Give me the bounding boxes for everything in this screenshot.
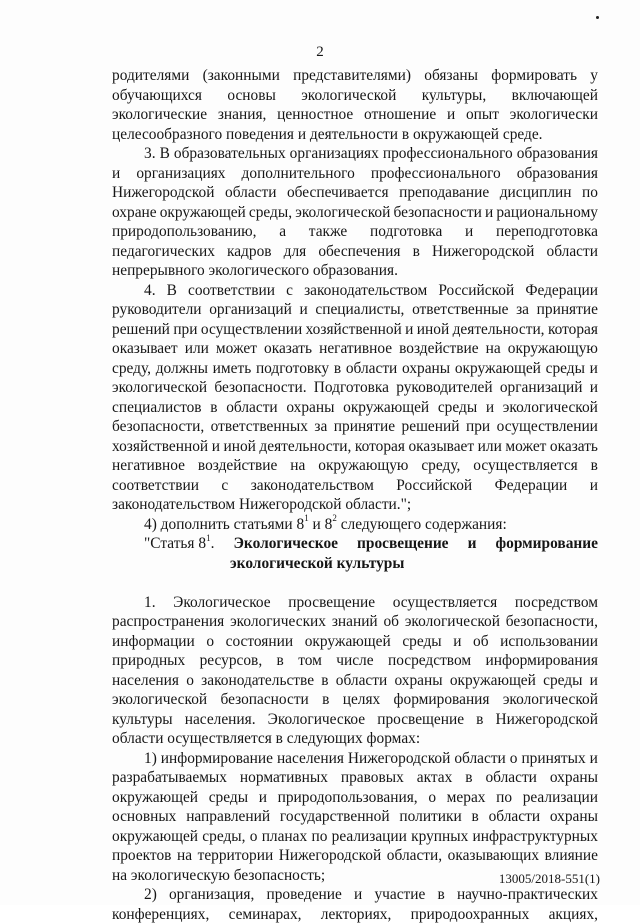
- word: обеспечивается: [287, 183, 389, 203]
- text-line: [112, 242, 598, 262]
- word: обеспечения: [318, 242, 400, 262]
- word: в: [591, 456, 598, 476]
- word: разрабатываемых: [112, 768, 227, 788]
- text-line: [112, 222, 598, 242]
- word: крупных: [411, 827, 468, 847]
- word: планах: [262, 827, 308, 847]
- word: 1.: [144, 593, 156, 613]
- text-line: [112, 612, 598, 632]
- word: среды: [543, 671, 582, 691]
- word: в: [438, 885, 445, 905]
- word: которая: [355, 437, 405, 457]
- word: в: [334, 359, 341, 379]
- word: специалисты,: [315, 300, 404, 320]
- text-line: [112, 768, 598, 788]
- word: образования: [517, 144, 598, 164]
- word: экологической: [112, 378, 207, 398]
- text-line: [112, 807, 598, 827]
- word: экологической: [405, 612, 500, 632]
- word: основных: [112, 807, 176, 827]
- word: Нижегородской: [348, 749, 450, 769]
- word: педагогических: [112, 242, 215, 262]
- word: проектов: [112, 846, 171, 866]
- word: охраны: [286, 398, 334, 418]
- word: экологической: [301, 86, 396, 106]
- word: соответствии: [188, 281, 275, 301]
- word: осуществлении: [201, 320, 302, 340]
- word: целях: [343, 690, 381, 710]
- word: решений: [112, 320, 170, 340]
- word: и: [212, 437, 220, 457]
- word: экологической: [503, 398, 598, 418]
- word: проведение: [266, 885, 341, 905]
- text-line: непрерывного экологического образования.: [112, 261, 598, 281]
- text-line: [112, 359, 598, 379]
- word: у: [590, 66, 598, 86]
- word: окружающей: [112, 827, 198, 847]
- text-line: [112, 905, 598, 924]
- word: Нижегородской: [432, 242, 534, 262]
- word: иной: [417, 320, 449, 340]
- text-line: [112, 671, 598, 691]
- text-line: целесообразного поведения и деятельности в окружающей среде.: [112, 125, 598, 145]
- page-number: 2: [0, 44, 640, 61]
- word: профессионального: [371, 164, 501, 184]
- word: природных: [112, 651, 185, 671]
- word: деятельности,: [453, 320, 545, 340]
- text-line: [112, 788, 598, 808]
- word: лекториях,: [321, 905, 392, 924]
- word: том: [298, 651, 322, 671]
- word: основы: [227, 86, 275, 106]
- word: информации: [112, 632, 195, 652]
- word: принятие: [334, 417, 395, 437]
- word: а: [279, 222, 286, 242]
- word: инфраструктурных: [473, 827, 598, 847]
- word: дополнительного: [242, 164, 355, 184]
- word: экологической: [295, 203, 390, 223]
- word: принятие: [537, 300, 598, 320]
- word: законодательстве: [201, 671, 314, 691]
- text-line: [112, 437, 598, 457]
- text-line: [112, 651, 598, 671]
- text-line: [112, 281, 598, 301]
- word: и: [354, 885, 362, 905]
- word: и: [590, 378, 598, 398]
- word: переподготовка: [496, 222, 598, 242]
- word: о: [206, 632, 214, 652]
- word: Экологическое: [173, 593, 270, 613]
- word: Федерации: [525, 281, 598, 301]
- word: окружающей: [305, 632, 391, 652]
- text-line: [112, 749, 598, 769]
- text-line: [112, 417, 598, 437]
- word: и: [590, 359, 598, 379]
- word: экологически: [510, 105, 598, 125]
- word: отношение: [364, 105, 436, 125]
- word: организациях: [290, 144, 379, 164]
- word: и: [112, 164, 120, 184]
- word: области: [485, 768, 536, 788]
- word: обучающихся: [112, 86, 202, 106]
- text-line: на экологическую безопасность;: [112, 866, 598, 886]
- article-heading: [112, 534, 598, 554]
- word: хозяйственной: [306, 320, 402, 340]
- word: ресурсов,: [200, 651, 263, 671]
- word: оказывающих: [448, 846, 539, 866]
- word: среды,: [249, 203, 292, 223]
- word: научно-практических: [457, 885, 598, 905]
- word: соответствии: [112, 476, 199, 496]
- word: среду,: [112, 359, 151, 379]
- text-line: [112, 144, 598, 164]
- word: при: [173, 320, 197, 340]
- document-code: 13005/2018-551(1): [499, 871, 600, 887]
- text-line: [112, 476, 598, 496]
- word: среду,: [421, 456, 460, 476]
- word: организаций: [209, 300, 292, 320]
- text-line: [112, 320, 598, 340]
- word: культуры: [112, 710, 173, 730]
- word: на: [486, 339, 501, 359]
- word: населения: [112, 671, 179, 691]
- word: Нижегородской: [112, 183, 214, 203]
- word: числе: [336, 651, 373, 671]
- word: оказывает: [112, 339, 178, 359]
- word: и: [590, 671, 598, 691]
- text-line: [112, 846, 598, 866]
- word: окружающей: [343, 398, 429, 418]
- word: по: [496, 788, 512, 808]
- word: включающей: [512, 86, 598, 106]
- word: направлений: [186, 807, 270, 827]
- word: области: [225, 183, 276, 203]
- word: образования: [517, 164, 598, 184]
- word: охраны: [394, 671, 442, 691]
- word: ответственные: [412, 300, 508, 320]
- word: области: [226, 398, 277, 418]
- word: информирование: [161, 749, 273, 769]
- word: области: [336, 671, 387, 691]
- word: рациональному: [496, 203, 598, 223]
- word: территории: [198, 846, 274, 866]
- word: окружающей: [112, 788, 198, 808]
- word: негативное: [112, 456, 185, 476]
- word: и: [486, 398, 494, 418]
- word: правовых: [341, 768, 404, 788]
- word: деятельности,: [259, 437, 351, 457]
- word: в: [476, 710, 483, 730]
- word: по: [582, 183, 598, 203]
- word: ответственных: [211, 417, 308, 437]
- word: обязаны: [424, 66, 478, 86]
- word: области: [547, 242, 598, 262]
- word: реализации: [523, 788, 598, 808]
- word: по: [311, 827, 327, 847]
- word: окружающей: [455, 359, 541, 379]
- word: состоянии: [226, 632, 293, 652]
- word: подготовку: [256, 359, 329, 379]
- word: посредством: [515, 593, 598, 613]
- word: негативное: [319, 339, 392, 359]
- text-line: [112, 105, 598, 125]
- word: иной: [223, 437, 255, 457]
- word: влияние: [545, 846, 598, 866]
- word: с: [221, 476, 228, 496]
- word: охране: [112, 203, 157, 223]
- word: актах: [417, 768, 453, 788]
- heading-word: Экологическое: [233, 534, 338, 554]
- text-line: [112, 164, 598, 184]
- word: может: [216, 339, 257, 359]
- word: среды: [402, 632, 441, 652]
- spacer: [112, 573, 598, 593]
- text-line: законодательством Нижегородской области.";: [112, 495, 598, 515]
- word: в: [210, 398, 217, 418]
- word: охраны: [402, 359, 450, 379]
- word: природопользованию,: [112, 222, 256, 242]
- word: участие: [374, 885, 425, 905]
- word: в: [322, 690, 329, 710]
- word: области: [489, 807, 540, 827]
- word: Подготовка: [314, 378, 389, 398]
- word: оказывает: [408, 437, 474, 457]
- word: знания,: [218, 105, 267, 125]
- word: Нижегородской: [495, 710, 597, 730]
- word: окружающую: [508, 339, 598, 359]
- word: организация,: [169, 885, 254, 905]
- text-line: области осуществляется в следующих формах:: [112, 729, 598, 749]
- word: политики: [399, 807, 461, 827]
- word: населения: [277, 749, 344, 769]
- word: охраны: [550, 768, 598, 788]
- word: безопасности,: [506, 612, 598, 632]
- word: в: [465, 768, 472, 788]
- word: и: [465, 222, 473, 242]
- word: хозяйственной: [112, 437, 208, 457]
- word: об: [383, 612, 399, 632]
- word: формирования: [394, 690, 490, 710]
- word: природопользования,: [278, 788, 418, 808]
- word: и: [453, 632, 461, 652]
- word: при: [466, 417, 490, 437]
- word: природоохранных: [411, 905, 530, 924]
- word: о: [186, 671, 194, 691]
- word: семинарах,: [229, 905, 302, 924]
- word: родителями: [112, 66, 189, 86]
- text-line: [112, 66, 598, 86]
- word: воздействие: [399, 339, 478, 359]
- word: Федерации: [495, 476, 568, 496]
- text-line: [112, 690, 598, 710]
- word: может: [505, 437, 546, 457]
- word: безопасности.: [214, 378, 306, 398]
- word: Нижегородской: [279, 846, 381, 866]
- word: в: [472, 807, 479, 827]
- word: Экологическое: [268, 710, 365, 730]
- word: области: [346, 359, 397, 379]
- body-text: [112, 66, 598, 924]
- word: законодательством: [304, 281, 427, 301]
- text-line: [112, 300, 598, 320]
- heading-word: просвещение: [357, 534, 449, 554]
- word: населения.: [185, 710, 256, 730]
- word: В: [167, 281, 177, 301]
- word: в: [277, 651, 284, 671]
- word: опыт: [466, 105, 499, 125]
- word: образовательных: [174, 144, 286, 164]
- word: области: [454, 749, 505, 769]
- word: законодательством: [251, 476, 374, 496]
- word: нормативных: [240, 768, 328, 788]
- text-line: [112, 885, 598, 905]
- word: на: [177, 846, 192, 866]
- word: руководителей: [396, 378, 492, 398]
- word: воздействие: [198, 456, 277, 476]
- word: о: [428, 788, 436, 808]
- word: преподавание: [399, 183, 489, 203]
- text-line: [112, 183, 598, 203]
- word: знаний: [332, 612, 378, 632]
- word: за: [314, 417, 327, 437]
- word: 1): [144, 749, 157, 769]
- word: представителями): [293, 66, 411, 86]
- word: о: [250, 827, 258, 847]
- heading-word: и: [468, 534, 477, 554]
- word: среды,: [202, 827, 245, 847]
- word: и: [590, 476, 598, 496]
- text-line: [112, 203, 598, 223]
- word: безопасности: [220, 690, 308, 710]
- word: также: [309, 222, 347, 242]
- word: и: [259, 788, 267, 808]
- word: и: [405, 320, 413, 340]
- word: среды: [546, 359, 585, 379]
- word: об: [473, 632, 489, 652]
- word: В: [160, 144, 170, 164]
- word: принятых: [521, 749, 585, 769]
- word: в: [321, 671, 328, 691]
- word: среды: [209, 788, 248, 808]
- text-line: [112, 827, 598, 847]
- word: и: [300, 300, 308, 320]
- word: с: [286, 281, 293, 301]
- word: экологической: [112, 690, 207, 710]
- word: конференциях,: [112, 905, 209, 924]
- word: посредством: [388, 651, 471, 671]
- word: иметь: [213, 359, 252, 379]
- word: среды: [438, 398, 477, 418]
- word: просвещение: [288, 593, 375, 613]
- word: просвещение: [377, 710, 464, 730]
- word: экологической: [503, 690, 598, 710]
- heading-word: формирование: [496, 534, 598, 554]
- word: 2): [144, 885, 157, 905]
- word: государственной: [280, 807, 390, 827]
- word: решений: [402, 417, 460, 437]
- word: руководители: [112, 300, 202, 320]
- text-line: [112, 456, 598, 476]
- word: о: [510, 749, 518, 769]
- addition-line: 4) дополнить статьями $8^1$ и $8^2$ следующего содержания:: [112, 515, 598, 535]
- text-line: [112, 378, 598, 398]
- word: безопасности,: [112, 417, 204, 437]
- word: окружающей: [450, 671, 536, 691]
- word: Российской: [396, 476, 472, 496]
- word: 4.: [144, 281, 156, 301]
- text-line: [112, 632, 598, 652]
- article-label: "Статья $8^1$.: [144, 534, 214, 554]
- word: ценностное: [277, 105, 353, 125]
- word: окружающей: [160, 203, 246, 223]
- word: которая: [548, 320, 598, 340]
- word: окружающую: [318, 456, 408, 476]
- word: должны: [156, 359, 208, 379]
- word: осуществляется: [473, 456, 578, 476]
- word: мерах: [447, 788, 486, 808]
- word: для: [284, 242, 307, 262]
- word: информирования: [486, 651, 598, 671]
- text-line: [112, 593, 598, 613]
- paragraphs-block-1: [112, 66, 598, 515]
- word: в: [413, 242, 420, 262]
- word: или: [185, 339, 209, 359]
- text-line: [112, 398, 598, 418]
- word: или: [478, 437, 502, 457]
- word: на: [290, 456, 305, 476]
- word: Российской: [438, 281, 514, 301]
- word: оказать: [264, 339, 312, 359]
- word: экологические: [112, 105, 207, 125]
- word: распространения: [112, 612, 224, 632]
- word: безопасности: [393, 203, 481, 223]
- word: осуществляется: [393, 593, 498, 613]
- word: и: [590, 749, 598, 769]
- scan-speck: [596, 16, 599, 19]
- word: (законными: [203, 66, 280, 86]
- word: охраны: [550, 807, 598, 827]
- word: организациях: [136, 164, 225, 184]
- word: использовании: [500, 632, 598, 652]
- word: и: [485, 203, 493, 223]
- word: культуры,: [422, 86, 487, 106]
- text-line: [112, 86, 598, 106]
- word: за: [516, 300, 529, 320]
- word: профессионального: [383, 144, 513, 164]
- word: области,: [387, 846, 442, 866]
- word: кадров: [227, 242, 272, 262]
- word: реализации: [332, 827, 407, 847]
- word: осуществлении: [497, 417, 598, 437]
- word: организаций: [500, 378, 583, 398]
- word: акциях,: [549, 905, 598, 924]
- text-line: [112, 339, 598, 359]
- word: оказать: [550, 437, 598, 457]
- word: и: [447, 105, 455, 125]
- word: специалистов: [112, 398, 202, 418]
- article-heading-line-2: экологической культуры: [112, 554, 598, 574]
- word: экологических: [230, 612, 326, 632]
- word: формировать: [491, 66, 577, 86]
- text-line: [112, 710, 598, 730]
- word: подготовка: [370, 222, 442, 242]
- word: дисциплин: [500, 183, 572, 203]
- word: 3.: [144, 144, 156, 164]
